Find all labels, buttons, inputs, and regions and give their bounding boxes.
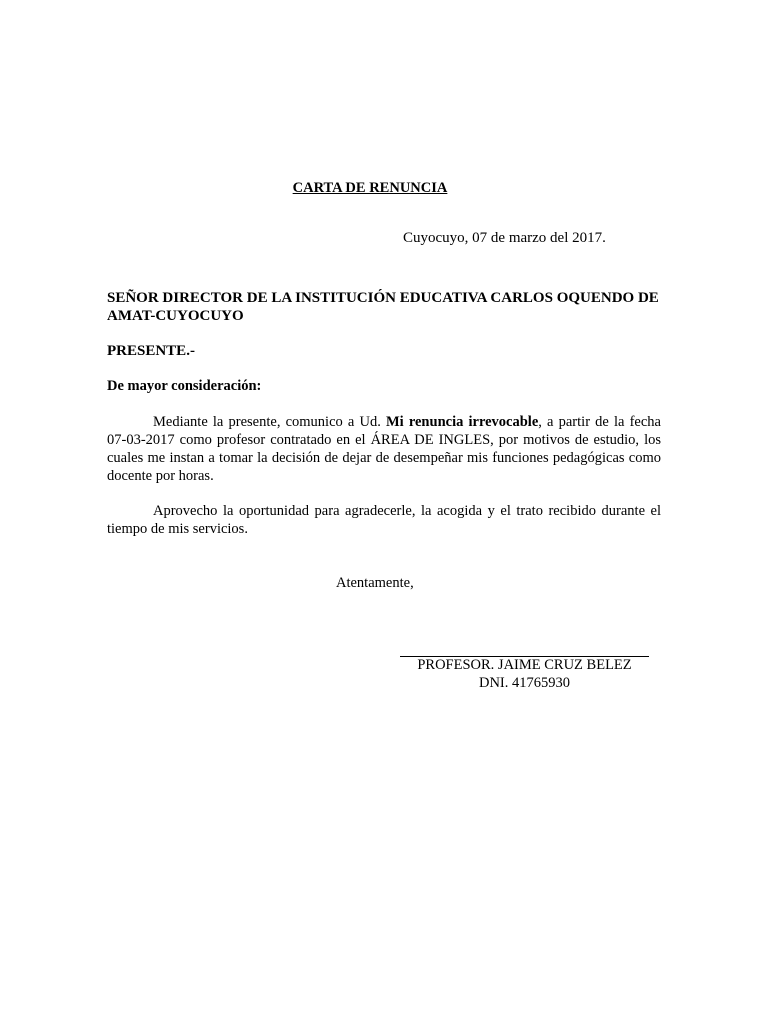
signature-dni: DNI. 41765930: [478, 675, 571, 691]
body-paragraph-2: [107, 502, 661, 538]
letter-title: CARTA DE RENUNCIA: [292, 180, 448, 196]
closing: Atentamente,: [336, 575, 414, 591]
recipient-heading: SEÑOR DIRECTOR DE LA INSTITUCIÓN EDUCATIVA CARLOS OQUENDO DE AMAT-CUYOCUYO: [107, 290, 659, 324]
paragraph-2-text: Aprovecho la oportunidad para agradecerle, la acogida y el trato recibido durante el tiempo de mis servicios.: [107, 503, 661, 537]
paragraph-1-emphasis: Mi renuncia irrevocable: [385, 414, 539, 430]
signature-name: PROFESOR. JAIME CRUZ BELEZ: [417, 657, 632, 673]
body-paragraph-1: [107, 413, 661, 485]
presente-label: PRESENTE.-: [107, 343, 195, 359]
paragraph-1-intro: Mediante la presente, comunico a Ud.: [153, 414, 386, 430]
salutation: De mayor consideración:: [107, 378, 262, 394]
paragraph-1-rest: , a partir de la fecha 07-03-2017 como profesor contratado en el ÁREA DE INGLES, por motivos de estudio, los cuales me instan a tomar la decisión de dejar de desempeñar mis funciones pedagógicas como docente por horas.: [107, 414, 661, 484]
date-line: Cuyocuyo, 07 de marzo del 2017.: [403, 230, 606, 246]
